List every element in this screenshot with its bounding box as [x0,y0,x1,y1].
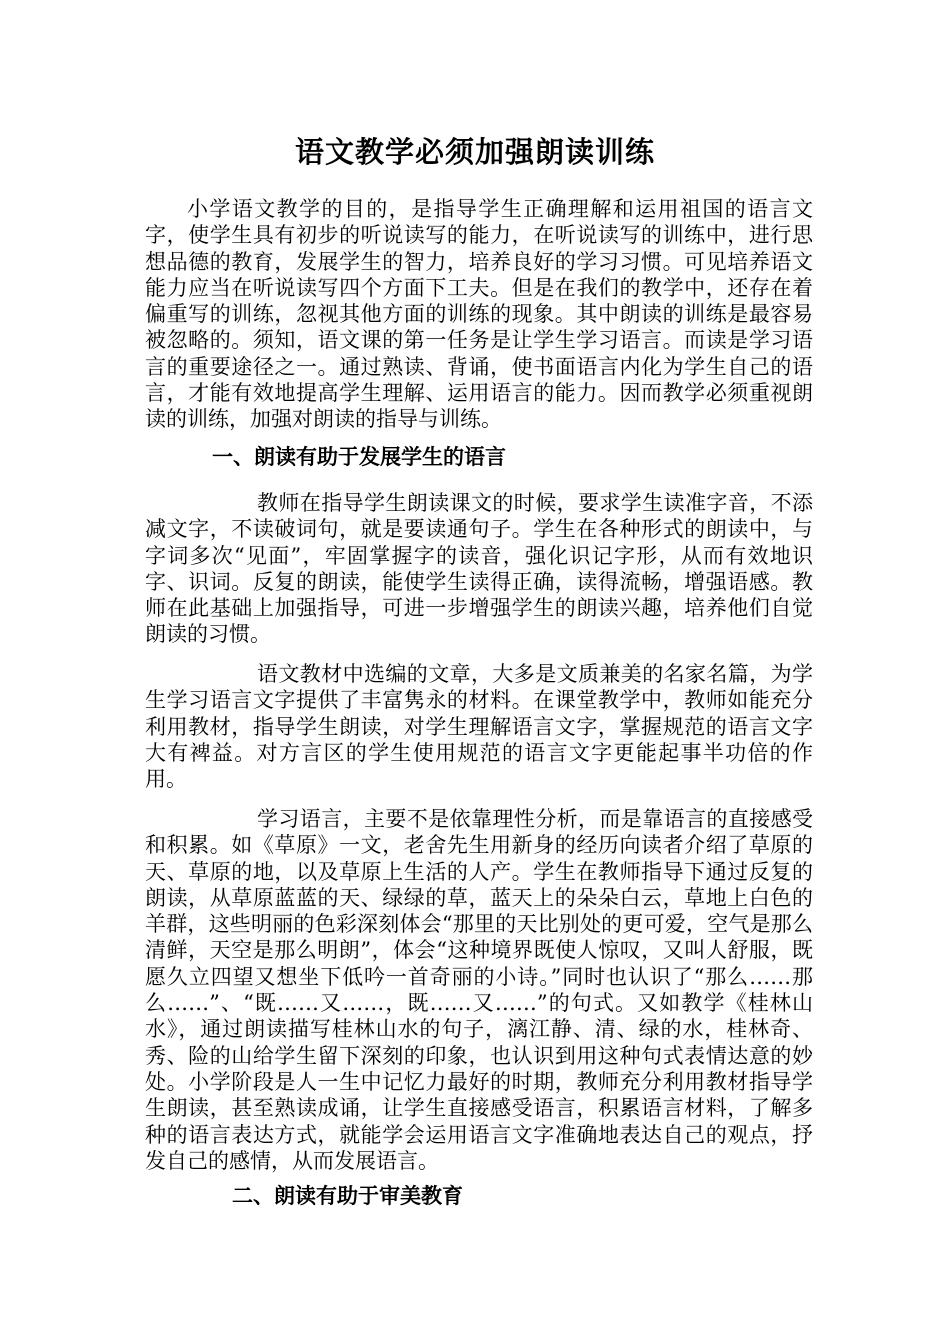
section-1-paragraph-3: 学习语言，主要不是依靠理性分析，而是靠语言的直接感受和积累。如《草原》一文，老舍先生用新身的经历向读者介绍了草原的天、草原的地，以及草原上生活的人产。学生在教师指导下通过反复的朗读，从草原蓝蓝的天、绿绿的草，蓝天上的朵朵白云，草地上白色的羊群，这些明丽的色彩深刻体会“那里的天比别处的更可爱，空气是那么清鲜，天空是那么明朗”，体会“这种境界既使人惊叹，又叫人舒服，既愿久立四望又想坐下低吟一首奇丽的小诗。”同时也认识了“那么……那么……”、“既……又……，既……又……”的句式。又如教学《桂林山水》，通过朗读描写桂林山水的句子，漓江静、清、绿的水，桂林奇、秀、险的山给学生留下深刻的印象，也认识到用这种句式表情达意的妙处。小学阶段是人一生中记忆力最好的时期，教师充分利用教材指导学生朗读，甚至熟读成诵，让学生直接感受语言，积累语言材料，了解多种的语言表达方式，就能学会运用语言文字准确地表达自己的观点，抒发自己的感情，从而发展语言。 [145,807,813,1173]
intro-paragraph: 小学语文教学的目的，是指导学生正确理解和运用祖国的语言文字，使学生具有初步的听说读写的能力，在听说读写的训练中，进行思想品德的教育，发展学生的智力，培养良好的学习习惯。可见培养语文能力应当在听说读写四个方面下工夫。但是在我们的教学中，还存在着偏重写的训练，忽视其他方面的训练的现象。其中朗读的训练是最容易被忽略的。须知，语文课的第一任务是让学生学习语言。而读是学习语言的重要途径之一。通过熟读、背诵，使书面语言内化为学生自己的语言，才能有效地提高学生理解、运用语言的能力。因而教学必须重视朗读的训练，加强对朗读的指导与训练。 [145,197,813,432]
section-1-paragraph-2: 语文教材中选编的文章，大多是文质兼美的名家名篇，为学生学习语言文字提供了丰富隽永的材料。在课堂教学中，教师如能充分利用教材，指导学生朗读，对学生理解语言文字，掌握规范的语言文字大有裨益。对方言区的学生使用规范的语言文字更能起事半功倍的作用。 [145,662,813,792]
section-1-heading: 一、朗读有助于发展学生的语言 [212,444,506,469]
section-2-heading: 二、朗读有助于审美教育 [232,1183,463,1208]
page-title: 语文教学必须加强朗读训练 [294,135,655,169]
section-1-paragraph-1: 教师在指导学生朗读课文的时候，要求学生读准字音，不添减文字，不读破词句，就是要读通句子。学生在各种形式的朗读中，与字词多次“见面”，牢固掌握字的读音，强化识记字形，从而有效地识字、识词。反复的朗读，能使学生读得正确，读得流畅，增强语感。教师在此基础上加强指导，可进一步增强学生的朗读兴趣，培养他们自觉朗读的习惯。 [145,491,813,647]
